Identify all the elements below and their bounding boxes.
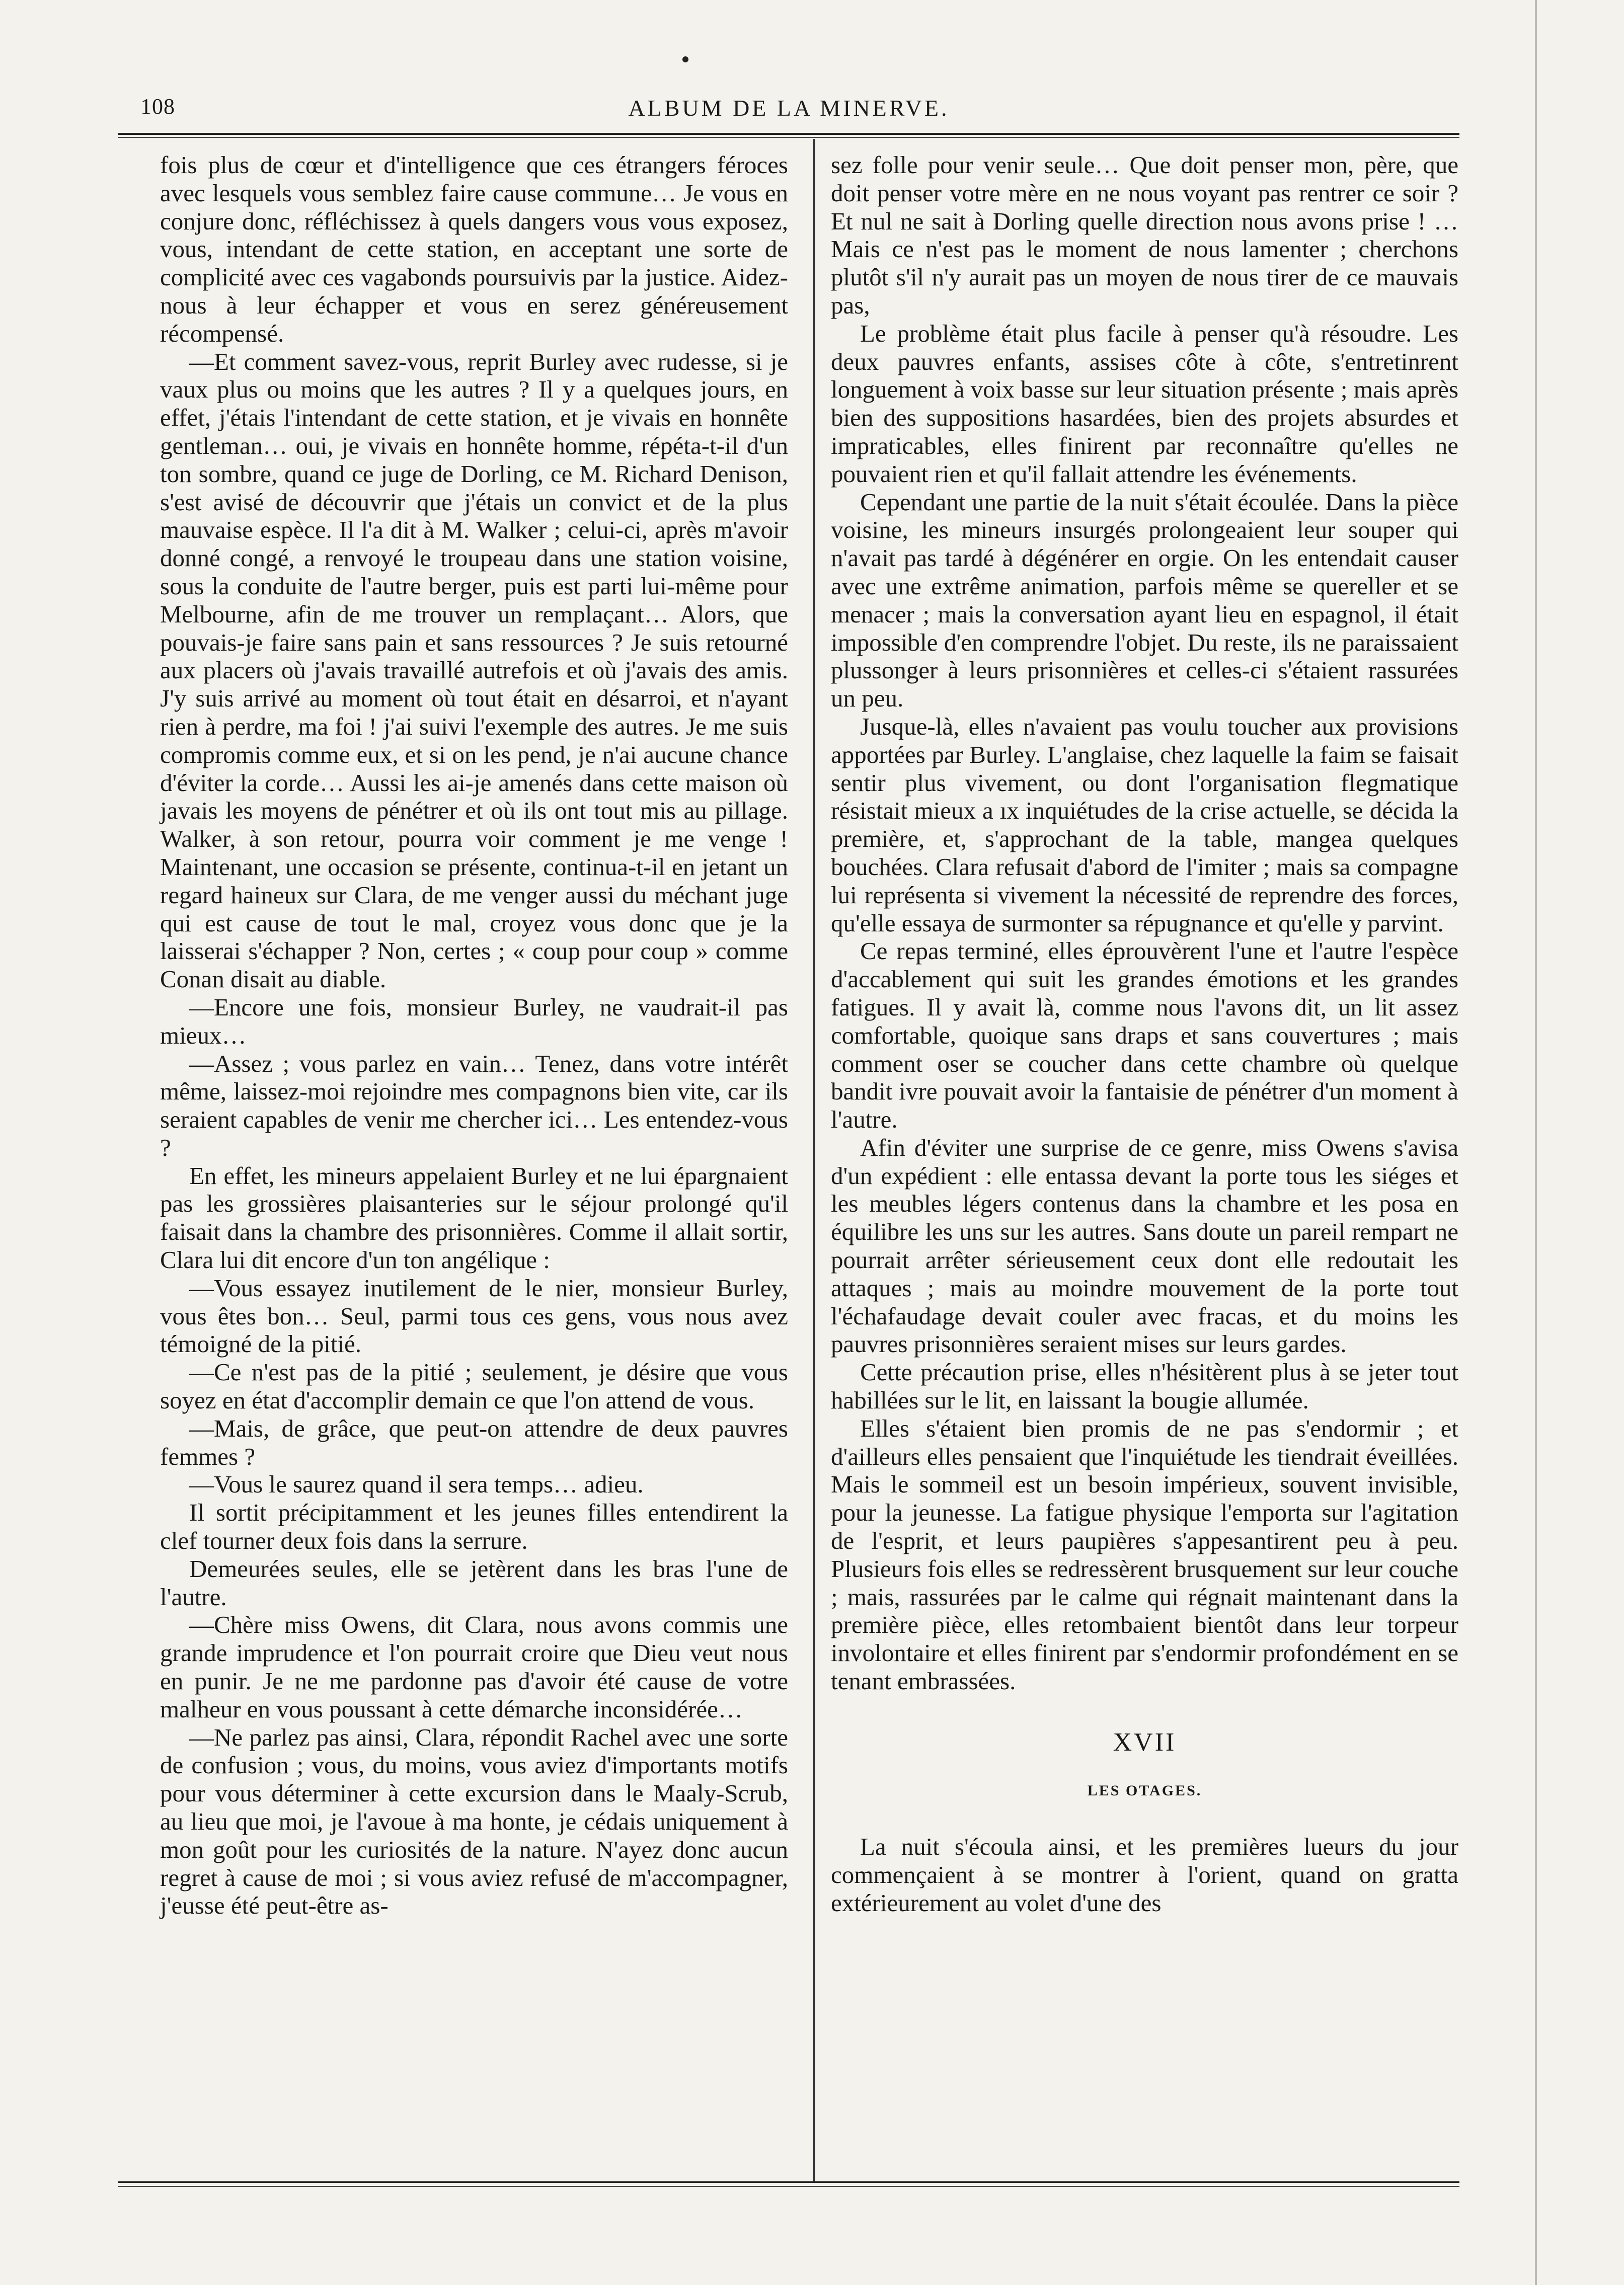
paragraph: —Mais, de grâce, que peut-on attendre de deux pauvres femmes ? [160, 1414, 788, 1470]
paragraph: Elles s'étaient bien promis de ne pas s'endormir ; et d'ailleurs elles pensaient que l'inquiétude les tiendrait éveillées. Mais le sommeil est un besoin impérieux, souvent invisible, pour la jeunesse. La fatigue physique l'emporta sur l'agitation de l'esprit, et leurs paupières s'appesantirent peu à peu. Plusieurs fois elles se redressèrent brusquement sur leur couche ; mais, rassurées par le calme qui régnait maintenant dans la première pièce, elles retombaient bientôt dans leur torpeur involontaire et elles finirent par s'endormir profondément en se tenant embrassées. [831, 1414, 1458, 1695]
column-divider [813, 139, 815, 2182]
paragraph: —Encore une fois, monsieur Burley, ne vaudrait-il pas mieux… [160, 993, 788, 1049]
paragraph: Cependant une partie de la nuit s'était écoulée. Dans la pièce voisine, les mineurs insurgés prolongeaient leur souper qui n'avait pas tardé à dégénérer en orgie. On les entendait causer avec une extrême animation, parfois même se quereller et se menacer ; mais la conversation ayant lieu en espagnol, il était impossible d'en comprendre l'objet. Du reste, ils ne paraissaient plussonger à leurs prisonnières et celles-ci s'étaient rassurées un peu. [831, 488, 1458, 713]
paragraph: Cette précaution prise, elles n'hésitèrent plus à se jeter tout habillées sur le lit, en laissant la bougie allumée. [831, 1358, 1458, 1414]
paragraph: Jusque-là, elles n'avaient pas voulu toucher aux provisions apportées par Burley. L'anglaise, chez laquelle la faim se faisait sentir plus vivement, ou dont l'organisation flegmatique résistait mieux a ıx inquiétudes de la crise actuelle, se décida la première, et, s'approchant de la table, mangea quelques bouchées. Clara refusait d'abord de l'imiter ; mais sa compagne lui représenta si vivement la nécessité de reprendre des forces, qu'elle essaya de surmonter sa répugnance et qu'elle y parvint. [831, 712, 1458, 937]
paragraph: —Assez ; vous parlez en vain… Tenez, dans votre intérêt même, laissez-moi rejoindre mes compagnons bien vite, car ils seraient capables de venir me chercher ici… Les entendez-vous ? [160, 1049, 788, 1161]
paragraph: Ce repas terminé, elles éprouvèrent l'une et l'autre l'espèce d'accablement qui suit les grandes émotions et les grandes fatigues. Il y avait là, comme nous l'avons dit, un lit assez comfortable, quoique sans draps et sans couvertures ; mais comment oser se coucher dans cette chambre où quelque bandit ivre pouvait avoir la fantaisie de pénétrer d'un moment à l'autre. [831, 937, 1458, 1134]
paragraph: En effet, les mineurs appelaient Burley et ne lui épargnaient pas les grossières plaisanteries sur le séjour prolongé qu'il faisait dans la chambre des prisonnières. Comme il allait sortir, Clara lui dit encore d'un ton angélique : [160, 1161, 788, 1274]
paragraph: sez folle pour venir seule… Que doit penser mon, père, que doit penser votre mère en ne nous voyant pas rentrer ce soir ? Et nul ne sait à Dorling quelle direction nous avons prise ! …Mais ce n'est pas le moment de nous lamenter ; cherchons plutôt s'il n'y aurait pas un moyen de nous tirer de ce mauvais pas, [831, 151, 1458, 319]
page-number: 108 [140, 94, 175, 119]
running-title: ALBUM DE LA MINERVE. [628, 95, 950, 121]
paragraph: —Ce n'est pas de la pitié ; seulement, je désire que vous soyez en état d'accomplir demain ce que l'on attend de vous. [160, 1358, 788, 1414]
paragraph: —Ne parlez pas ainsi, Clara, répondit Rachel avec une sorte de confusion ; vous, du moins, vous aviez d'importants motifs pour vous déterminer à cette excursion dans le Maaly-Scrub, au lieu que moi, je l'avoue à ma honte, je cédais uniquement à mon goût pour les curiosités de la nature. N'ayez donc aucun regret à cause de moi ; si vous aviez refusé de m'accompagner, j'eusse été peut-être as- [160, 1723, 788, 1920]
ink-dot [682, 56, 688, 62]
paragraph: Demeurées seules, elle se jetèrent dans les bras l'une de l'autre. [160, 1554, 788, 1611]
paragraph: Le problème était plus facile à penser qu'à résoudre. Les deux pauvres enfants, assises côte à côte, s'entretinrent longuement à voix basse sur leur situation présente ; mais après bien des suppositions hasardées, bien des projets absurdes et impraticables, elles finirent par reconnaître qu'elles ne pouvaient rien et qu'il fallait attendre les événements. [831, 319, 1458, 488]
header-rule [118, 133, 1459, 135]
paragraph: —Vous essayez inutilement de le nier, monsieur Burley, vous êtes bon… Seul, parmi tous ces gens, vous nous avez témoigné de la pitié. [160, 1274, 788, 1358]
paragraph: Il sortit précipitamment et les jeunes filles entendirent la clef tourner deux fois dans la serrure. [160, 1499, 788, 1555]
right-column [831, 151, 1458, 1917]
header-rule-thin [118, 137, 1459, 138]
paragraph: fois plus de cœur et d'intelligence que ces étrangers féroces avec lesquels vous semblez faire cause commune… Je vous en conjure donc, réfléchissez à quels dangers vous vous exposez, vous, intendant de cette station, en acceptant une sorte de complicité avec ces vagabonds poursuivis par la justice. Aidez-nous à leur échapper et vous en serez généreusement récompensé. [160, 151, 788, 347]
paragraph: —Chère miss Owens, dit Clara, nous avons commis une grande imprudence et l'on pourrait croire que Dieu veut nous en punir. Je ne me pardonne pas d'avoir été cause de votre malheur en vous poussant à cette démarche inconsidérée… [160, 1611, 788, 1723]
chapter-title: LES OTAGES. [1087, 1782, 1202, 1799]
paragraph: Afin d'éviter une surprise de ce genre, miss Owens s'avisa d'un expédient : elle entassa devant la porte tous les siéges et les meubles légers contenus dans la chambre et les posa en équilibre les uns sur les autres. Sans doute un pareil rempart ne pourrait arrêter sérieusement ceux dont elle redoutait les attaques ; mais au moindre mouvement de la porte tout l'échafaudage devait couler avec fracas, et du moins les pauvres prisonnières seraient mises sur leurs gardes. [831, 1133, 1458, 1358]
footer-rule-thin [118, 2186, 1459, 2187]
page-edge-shadow [1535, 0, 1537, 2285]
page-header [118, 85, 1459, 131]
paragraph: —Vous le saurez quand il sera temps… adieu. [189, 1470, 644, 1499]
paragraph: La nuit s'écoula ainsi, et les premières lueurs du jour commençaient à se montrer à l'orient, quand on gratta extérieurement au volet d'une des [831, 1833, 1458, 1917]
chapter-number: XVII [1113, 1727, 1177, 1757]
left-column [160, 151, 788, 1920]
paragraph: —Et comment savez-vous, reprit Burley avec rudesse, si je vaux plus ou moins que les autres ? Il y a quelques jours, en effet, j'étais l'intendant de cette station, et je vivais en honnête gentleman… oui, je vivais en honnête homme, répéta-t-il d'un ton sombre, quand ce juge de Dorling, ce M. Richard Denison, s'est avisé de découvrir que j'étais un convict et de la plus mauvaise espèce. Il l'a dit à M. Walker ; celui-ci, après m'avoir donné congé, a renvoyé le troupeau dans une station voisine, sous la conduite de l'autre berger, puis est parti lui-même pour Melbourne, afin de me trouver un remplaçant… Alors, que pouvais-je faire sans pain et sans ressources ? Je suis retourné aux placers où j'avais travaillé autrefois et où j'avais des amis. J'y suis arrivé au moment où tout était en désarroi, et n'ayant rien à perdre, ma foi ! j'ai suivi l'exemple des autres. Je me suis compromis comme eux, et si on les pend, je n'ai aucune chance d'éviter la corde… Aussi les ai-je amenés dans cette maison où javais les moyens de pénétrer et où ils ont tout mis au pillage. Walker, à son retour, pourra voir comment je me venge ! Maintenant, une occasion se présente, continua-t-il en jetant un regard haineux sur Clara, de me venger aussi du méchant juge qui est cause de tout le mal, croyez vous donc que je la laisserai s'échapper ? Non, certes ; « coup pour coup » comme Conan disait au diable. [160, 347, 788, 993]
footer-rule [118, 2181, 1459, 2183]
